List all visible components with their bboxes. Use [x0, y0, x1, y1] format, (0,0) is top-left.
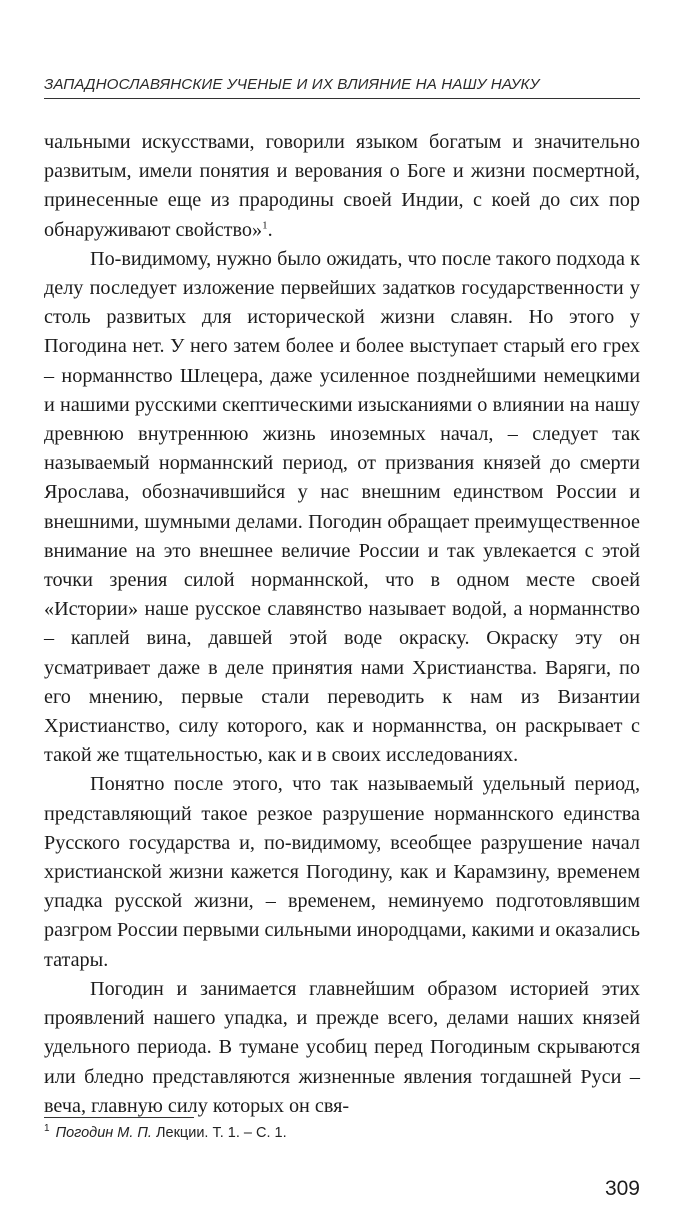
body-text: [44, 128, 640, 1121]
footnote-rule: [44, 1117, 194, 1118]
paragraph-1-end: .: [267, 218, 273, 241]
footnote-reference[interactable]: 1: [262, 218, 268, 231]
footnote: [44, 1124, 640, 1142]
paragraph-1-text: чальными искусствами, говорили языком богатым и значительно развитым, имели понятия и верования о Боге и жизни посмертной, принесенные еще из прародины своей Индии, с коей до сих пор обнаруживают свойство»: [44, 131, 640, 241]
footnote-mark: 1: [44, 1123, 50, 1135]
paragraph-4: Погодин и занимается главнейшим образом историей этих проявлений нашего упадка, и прежде всего, делами наших князей удельного периода. В тумане усобиц перед Погодиным скрываются или бледно представляются жизненные явления тогдашней Руси – веча, главную силу которых он свя-: [44, 977, 640, 1117]
paragraph-2: По-видимому, нужно было ожидать, что после такого подхода к делу последует изложение первейших задатков государственности у столь развитых для исторической жизни славян. Но этого у Погодина нет. У него затем более и более выступает старый его грех – норманнство Шлецера, даже усиленное позднейшими немецкими и нашими русскими скептическими изысканиями о влиянии на нашу древнюю внутреннюю жизнь иноземных начал, – следует так называемый норманнский период, от призвания князей до смерти Ярослава, обозначившийся у нас внешним единством России и внешними, шумными делами. Погодин обращает преимущественное внимание на это внешнее величие России и так увлекается с этой точки зрения силой норманнской, что в одном месте своей «Истории» наше русское славянство называет водой, а норманнство – каплей вина, давшей этой воде окраску. Окраску эту он усматривает даже в деле принятия нами Христианства. Варяги, по его мнению, первые стали переводить к нам из Византии Христианство, силу которого, как и норманнства, он раскрывает с такой же тщательностью, как и в своих исследованиях.: [44, 247, 640, 767]
footnote-citation: Лекции. Т. 1. – С. 1.: [155, 1125, 287, 1141]
footnote-author: Погодин М. П.: [55, 1125, 152, 1141]
paragraph-1: [44, 128, 640, 245]
page-number: 309: [604, 1177, 640, 1200]
header-rule: [44, 98, 640, 99]
running-head: ЗАПАДНОСЛАВЯНСКИЕ УЧЕНЫЕ И ИХ ВЛИЯНИЕ НА НАШУ НАУКУ: [44, 76, 540, 93]
paragraph-3: Понятно после этого, что так называемый удельный период, представляющий такое резкое разрушение норманнского единства Русского государства и, по-видимому, всеобщее разрушение начал христианской жизни кажется Погодину, как и Карамзину, временем упадка русской жизни, – временем, неминуемо подготовлявшим разгром России первыми сильными инородцами, какими и оказались татары.: [44, 773, 640, 971]
